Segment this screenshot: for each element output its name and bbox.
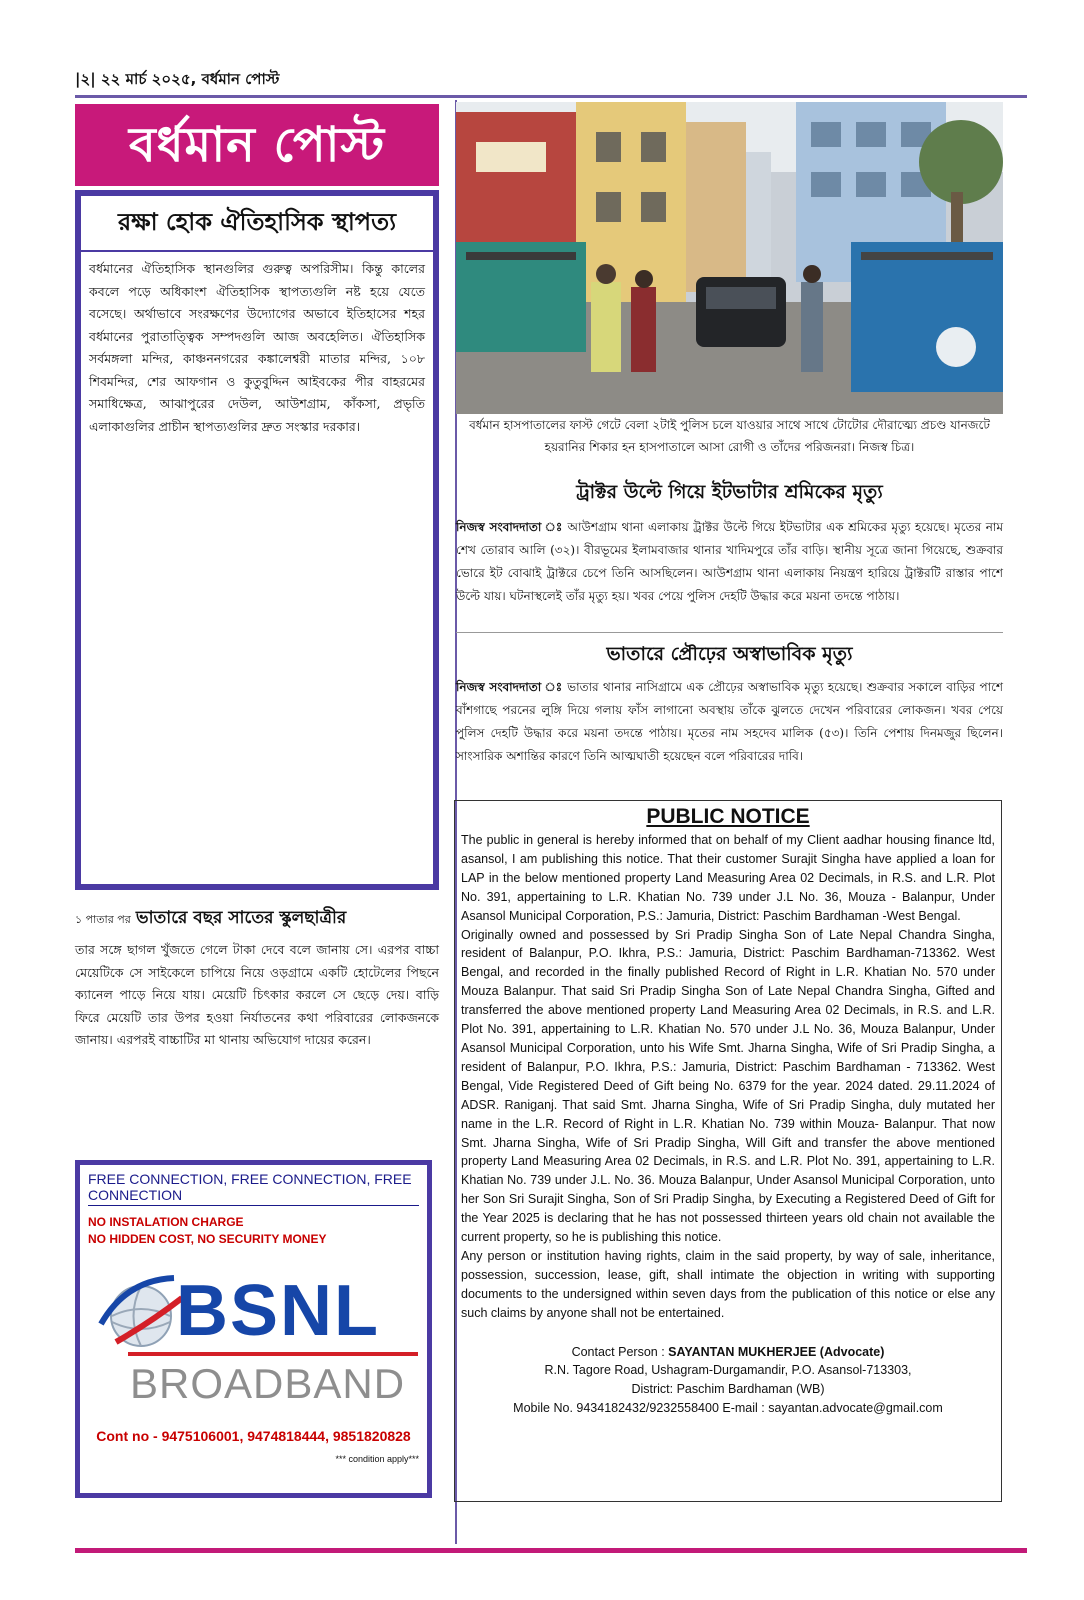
notice-contact [461, 1343, 995, 1419]
bottom-rule [75, 1548, 1027, 1553]
news-separator [456, 632, 1003, 633]
bsnl-advertisement [75, 1160, 432, 1498]
notice-para3: Any person or institution having rights, claim in the said property, by way of sale, inheritance, possession, succession, lease, gift, shall intimate the objection in writing with supporting documents to the undersigned within seven days from the publication of this notice or else any such claims by anyone shall not be entertained. [461, 1248, 995, 1320]
street-photo [456, 102, 1003, 414]
news1-byline: নিজস্ব সংবাদদাতা ঃ [456, 520, 564, 534]
ad-no-installation: NO INSTALATION CHARGE [88, 1215, 244, 1229]
notice-address1: R.N. Tagore Road, Ushagram-Durgamandir, P.O. Asansol-713303, [544, 1363, 912, 1378]
news2-byline: নিজস্ব সংবাদদাতা ঃ [456, 680, 563, 694]
editorial [75, 190, 439, 890]
story-kicker: ১ পাতার পর [75, 913, 131, 926]
editorial-body: বর্ধমানের ঐতিহাসিক স্থানগুলির গুরুত্ব অপরিসীম। কিন্তু কালের কবলে পড়ে অধিকাংশ ঐতিহাসিক স্থাপত্যগুলি নষ্ট হয়ে যেতে বসেছে। অর্থাভাবে সংরক্ষণের উদ্যোগের অভাবে ইতিহাসের শহর বর্ধমানের পুরাতাত্ত্বিক সম্পদগুলি আজ অবহেলিত। ঐতিহাসিক সর্বমঙ্গলা মন্দির, কাঞ্চননগরের কঙ্কালেশ্বরী মাতার মন্দির, ১০৮ শিবমন্দির, শের আফগান ও কুতুবুদ্দিন আইবকের পীর বাহরমের সমাধিক্ষেত্র, আঝাপুরের দেউল, আউশগ্রাম, কাঁকসা, প্রভৃতি এলাকাগুলির প্রাচীন স্থাপত্যগুলির দ্রুত সংস্কার দরকার। [89, 261, 425, 434]
news-bhatar [456, 640, 1003, 768]
news1-body-wrap [456, 516, 1003, 608]
page-header: |২| ২২ মার্চ ২০২৫, বর্ধমান পোস্ট [75, 70, 280, 88]
ad-condition: *** condition apply*** [335, 1454, 419, 1464]
masthead [75, 104, 439, 186]
news2-body-wrap [456, 676, 1003, 768]
notice-para2: Originally owned and possessed by Sri Pradip Singha Son of Late Nepal Chandra Singha, resident of Balanpur, P.O. Ikhra, P.S.: Jamuria, District: Paschim Bardhaman-713362. West Bengal, and recorded in the finally published Record of Right in L.R. Khatian No. 570 under Mouza Balanpur. That said Sri Pradip Singha Son of Late Nepal Chandra Singha, Gifted and transferred the above mentioned property Land Measuring Area 02 Decimals, in R.S. and L.R. Plot No. 391, appertaining to L.R. Khatian No. 570 under J.L No. 36, Mouza Balanpur, Under Asansol Municipal Corporation, unto his Wife Smt. Jharna Singha, Wife of Sri Pradip Singha, a resident of Balanpur, P.O. Ikhra, P.S.: Jamuria, District: Paschim Bardhaman - 713362. West Bengal, Vide Registered Deed of Gift being No. 6379 for the year. 2024 dated. 29.11.2024 of ADSR. Raniganj. That said Smt. Jharna Singha, Wife of Sri Pradip Singha, duly mutated her name in the L.R. Record of Right in L.R. Khatian No. 739 within Mouza- Balanpur. That now Smt. Jharna Singha, Wife of Sri Pradip Singha, Will Gift and transfer the above mentioned property Land Measuring Area 02 Decimals, in R.S. and L.R. Plot No. 391, appertaining to L.R. Khatian No. 739 under J.L. No. 36. Mouza Balanpur, Under Asansol Municipal Corporation, unto her Son Sri Surajit Singha, Son of Sri Pradip Singha, by Executing a Registered Deed of Gift for the Year 2025 is declaring that he has not possessed thirteen years old chain not available the current property, so he is publishing this notice. [461, 927, 995, 1245]
news2-body: ভাতার থানার নাসিগ্রামে এক প্রৌঢ়ের অস্বাভাবিক মৃত্যু হয়েছে। শুক্রবার সকালে বাড়ির পাশে বাঁশগাছে পরনের লুঙ্গি দিয়ে গলায় ফাঁস লাগানো অবস্থায় তাঁকে ঝুলতে দেখেন পরিবারের লোকজন। খবর পেয়ে পুলিস দেহটি উদ্ধার করে ময়না তদন্তে পাঠায়। মৃতের নাম সহদেব মালিক (৫৩)। তিনি পেশায় দিনমজুর ছিলেন। সাংসারিক অশান্তির কারণে তিনি আত্মঘাতী হয়েছেন বলে পরিবারের দাবি। [456, 680, 1003, 763]
ad-no-hidden-cost: NO HIDDEN COST, NO SECURITY MONEY [88, 1232, 327, 1246]
top-rule [75, 95, 1027, 98]
story-title: ভাতারে বছর সাতের স্কুলছাত্রীর [135, 908, 347, 928]
bsnl-logo [88, 1270, 419, 1420]
contact-name: SAYANTAN MUKHERJEE (Advocate) [668, 1344, 885, 1359]
news2-title: ভাতারে প্রৌঢ়ের অস্বাভাবিক মৃত্যু [606, 643, 853, 665]
bsnl-red-line [128, 1352, 418, 1356]
story-body: তার সঙ্গে ছাগল খুঁজতে গেলে টাকা দেবে বলে জানায় সে। এরপর বাচ্চা মেয়েটিকে সে সাইকেলে চাপিয়ে নিয়ে ওড়গ্রামে একটি হোটেলের পিছনে ক্যানেল পাড়ে নিয়ে যায়। মেয়েটি চিৎকার করলে সে ছেড়ে দেয়। বাড়ি ফিরে মেয়েটি তার উপর হওয়া নির্যাতনের কথা পরিবারের লোকজনকে জানায়। এরপরই বাচ্চাটির মা থানায় অভিযোগ দায়ের করেন। [75, 942, 439, 1047]
photo-caption: বর্ধমান হাসপাতালের ফাস্ট গেটে বেলা ২টাই পুলিস চলে যাওয়ার সাথে সাথে টোটোর দৌরাত্ম্যে প্রচণ্ড যানজটে হয়রানির শিকার হন হাসপাতালে আসা রোগী ও তাঁদের পরিজনরা। নিজস্ব চিত্র। [469, 418, 990, 454]
contact-label: Contact Person : [571, 1344, 669, 1359]
public-notice [454, 800, 1002, 1502]
news-tractor [456, 478, 1003, 608]
notice-mobile: Mobile No. 9434182432/9232558400 E-mail : sayantan.advocate@gmail.com [513, 1401, 943, 1416]
notice-para1: The public in general is hereby informed that on behalf of my Client aadhar housing finance ltd, asansol, I am publishing this notice. That their customer Surajit Singha have applied a loan for LAP in the below mentioned property Land Measuring Area 02 Decimals, in R.S. and L.R. Plot No. 391, appertaining to L.R. Khatian No. 739 under J.L No. 36, Mouza - Balanpur, Under Asansol Municipal Corporation, P.S.: Jamuria, District: Paschim Bardhaman -West Bengal. [461, 833, 995, 923]
notice-title: PUBLIC NOTICE [646, 805, 810, 828]
bsnl-globe-icon [96, 1272, 186, 1352]
editorial-title: রক্ষা হোক ঐতিহাসিক স্থাপত্য [81, 204, 433, 252]
bsnl-product: BROADBAND [130, 1360, 406, 1407]
notice-contact-person [461, 1343, 995, 1362]
bsnl-brand: BSNL [176, 1271, 380, 1351]
news1-body: আউশগ্রাম থানা এলাকায় ট্রাক্টর উল্টে গিয়ে ইটভাটার এক শ্রমিকের মৃত্যু হয়েছে। মৃতের নাম শেখ তোরাব আলি (৩২)। বীরভূমের ইলামবাজার থানার খাদিমপুরে তাঁর বাড়ি। স্থানীয় সূত্রে জানা গিয়েছে, শুক্রবার ভোরে ইট বোঝাই ট্রাক্টরে চেপে তিনি আসছিলেন। আউশগ্রাম থানা এলাকায় নিয়ন্ত্রণ হারিয়ে ট্রাক্টরটি রাস্তার পাশে উল্টে যায়। ঘটনাস্থলেই তাঁর মৃত্যু হয়। খবর পেয়ে পুলিস দেহটি উদ্ধার করে ময়না তদন্তে পাঠায়। [456, 520, 1004, 603]
continued-story [75, 905, 439, 1145]
ad-free-connection: FREE CONNECTION, FREE CONNECTION, FREE CONNECTION [88, 1171, 419, 1206]
ad-contact-numbers: Cont no - 9475106001, 9474818444, 9851820828 [96, 1428, 411, 1444]
news1-title: ট্রাক্টর উল্টে গিয়ে ইটভাটার শ্রমিকের মৃত্যু [576, 481, 883, 503]
notice-address2: District: Paschim Bardhaman (WB) [631, 1382, 825, 1397]
masthead-title: বর্ধমান পোস্ট [128, 117, 386, 173]
